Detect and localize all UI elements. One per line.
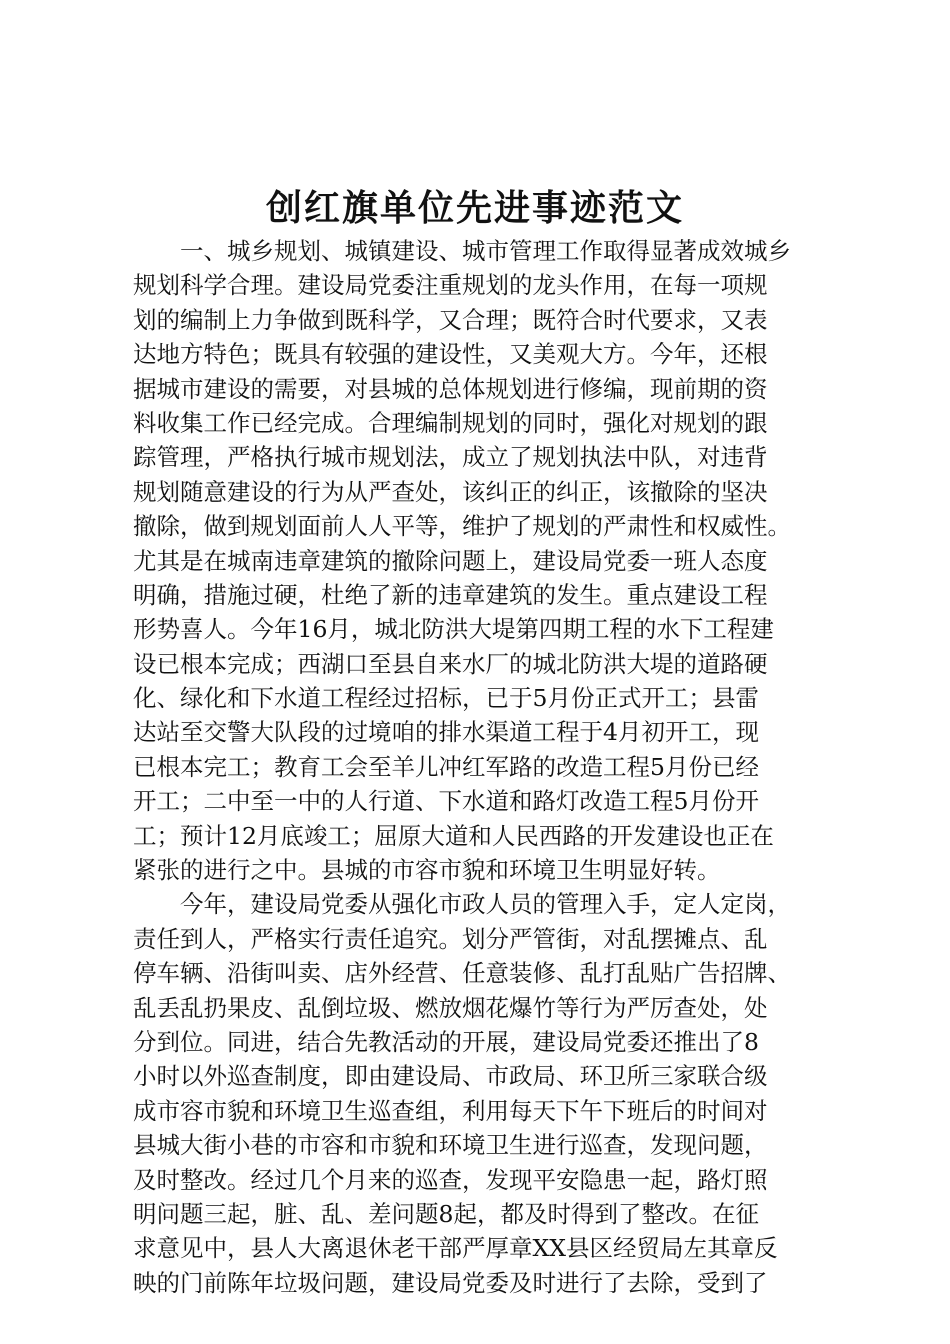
paragraph-line: 分到位。同进，结合先教活动的开展，建设局党委还推出了8 — [133, 1027, 759, 1056]
paragraph-line: 尤其是在城南违章建筑的撤除问题上，建设局党委一班人态度 — [133, 546, 768, 575]
paragraph-line: 明确，措施过硬，杜绝了新的违章建筑的发生。重点建设工程 — [133, 580, 768, 609]
document-title: 创红旗单位先进事迹范文 — [265, 187, 684, 229]
paragraph-line: 及时整改。经过几个月来的巡查，发现平安隐患一起，路灯照 — [133, 1165, 768, 1194]
paragraph-line: 据城市建设的需要，对县城的总体规划进行修编，现前期的资 — [133, 374, 768, 403]
paragraph-line: 形势喜人。今年16月，城北防洪大堤第四期工程的水下工程建 — [133, 615, 774, 644]
paragraph-line: 踪管理，严格执行城市规划法，成立了规划执法中队，对违背 — [133, 443, 768, 472]
paragraph-line: 已根本完工；教育工会至羊儿冲红军路的改造工程5月份已经 — [133, 752, 759, 781]
paragraph-line: 县城大街小巷的市容和市貌和环境卫生进行巡查，发现问题， — [133, 1131, 768, 1160]
paragraph-line: 化、绿化和下水道工程经过招标，已于5月份正式开工；县雷 — [133, 684, 759, 713]
paragraph-line: 今年，建设局党委从强化市政人员的管理入手，定人定岗， — [180, 890, 791, 919]
paragraph-line: 设已根本完成；西湖口至县自来水厂的城北防洪大堤的道路硬 — [133, 649, 768, 678]
paragraph-line: 小时以外巡查制度，即由建设局、市政局、环卫所三家联合级 — [133, 1062, 768, 1091]
paragraph-line: 规划科学合理。建设局党委注重规划的龙头作用，在每一项规 — [133, 271, 768, 300]
paragraph-line: 映的门前陈年垃圾问题，建设局党委及时进行了去除，受到了 — [133, 1268, 768, 1297]
paragraph-line: 明问题三起，脏、乱、差问题8起，都及时得到了整改。在征 — [133, 1199, 759, 1228]
document-body — [133, 234, 848, 1300]
paragraph-line: 达地方特色；既具有较强的建设性，又美观大方。今年，还根 — [133, 340, 768, 369]
paragraph-line: 一、城乡规划、城镇建设、城市管理工作取得显著成效城乡 — [180, 237, 791, 265]
paragraph-line: 责任到人，严格实行责任追究。划分严管街，对乱摆摊点、乱 — [133, 924, 768, 953]
paragraph-line: 料收集工作已经完成。合理编制规划的同时，强化对规划的跟 — [133, 408, 768, 437]
paragraph-line: 乱丢乱扔果皮、乱倒垃圾、燃放烟花爆竹等行为严厉查处，处 — [133, 993, 768, 1022]
paragraph-line: 撤除，做到规划面前人人平等，维护了规划的严肃性和权威性。 — [133, 512, 791, 541]
paragraph-line: 求意见中，县人大离退休老干部严厚章XX县区经贸局左其章反 — [133, 1234, 778, 1263]
paragraph-line: 紧张的进行之中。县城的市容市貌和环境卫生明显好转。 — [133, 856, 721, 885]
paragraph-line: 达站至交警大队段的过境咱的排水渠道工程于4月初开工，现 — [133, 718, 759, 747]
paragraph-line: 停车辆、沿街叫卖、店外经营、任意装修、乱打乱贴广告招牌、 — [133, 959, 791, 988]
paragraph-line: 成市容市貌和环境卫生巡查组，利用每天下午下班后的时间对 — [133, 1096, 768, 1125]
paragraph-line: 开工；二中至一中的人行道、下水道和路灯改造工程5月份开 — [133, 787, 759, 816]
paragraph-line: 工；预计12月底竣工；屈原大道和人民西路的开发建设也正在 — [133, 821, 774, 850]
paragraph-line: 规划随意建设的行为从严查处，该纠正的纠正，该撤除的坚决 — [133, 477, 768, 506]
paragraph-line: 划的编制上力争做到既科学，又合理；既符合时代要求，又表 — [133, 305, 768, 334]
